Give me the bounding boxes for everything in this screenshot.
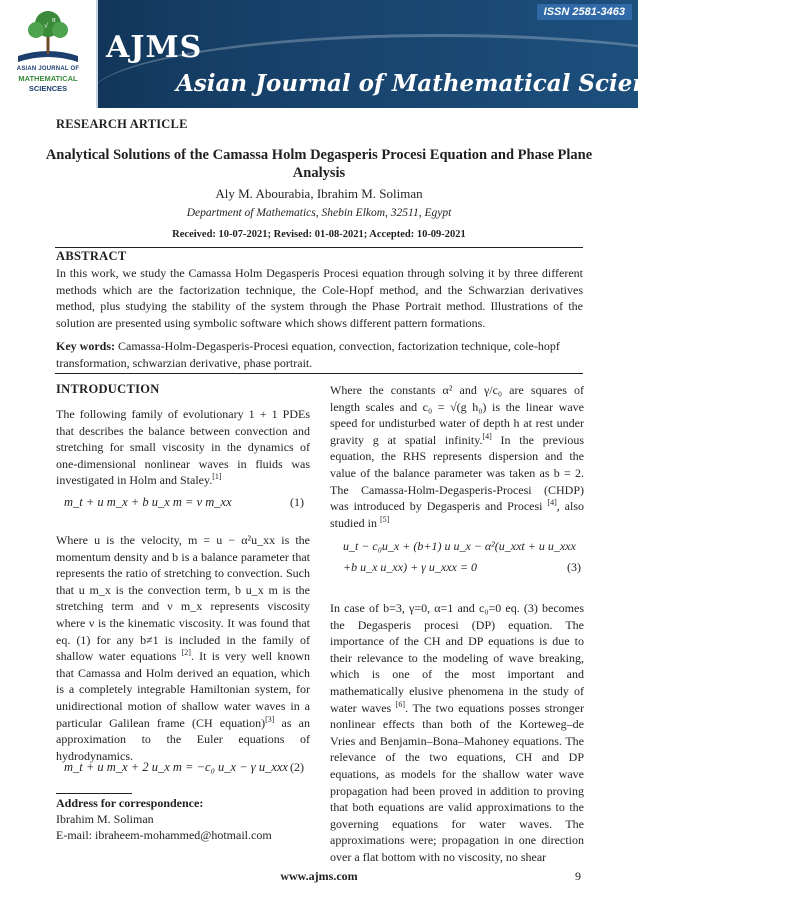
- right-paragraph-1: [330, 382, 585, 530]
- equation-1-number: (1): [290, 495, 304, 509]
- article-title: Analytical Solutions of the Camassa Holm Degasperis Procesi Equation and Phase Plane Analysis: [45, 147, 593, 181]
- keywords-text: Camassa-Holm-Degasperis-Procesi equation, convection, factorization technique, cole-hopf transformation, schwarzian derivative, phase portrait.: [56, 339, 560, 370]
- citation-1: [1]: [212, 472, 222, 482]
- equation-2-number: (2): [290, 760, 304, 774]
- correspondence-email: E-mail: ibraheem-mohammed@hotmail.com: [56, 828, 272, 842]
- abstract-text: In this work, we study the Camassa Holm Degasperis Procesi equation through solving it by three different methods which are the factorization technique, the Cole-Hopf method, and the Schwarzian derivatives method, plus studying the stability of the system through the Phase Portrait method. Illustrations of the solution are presented using symbolic software which shows different pattern formations.: [56, 266, 583, 330]
- abstract-heading: ABSTRACT: [56, 249, 127, 263]
- intro-p2a: Where u is the velocity, m = u − α²u_xx is the momentum density and b is a balance parameter that represents the ratio of stretching to convection. Such that u m_x is the convection term, b u_x m is the stretching term and ν m_x represents viscosity where ν is the kinematic viscosity. It was found that eq. (1) for any b≠1 is included in the family of shallow water equations: [56, 533, 310, 664]
- introduction-heading: INTRODUCTION: [56, 382, 160, 396]
- right-p1c: , also studied in: [330, 499, 584, 530]
- equation-3-line-2: +b u_x u_xx) + γ u_xxx = 0: [343, 560, 477, 574]
- correspondence-heading: Address for correspondence:: [56, 796, 204, 810]
- article-type: RESEARCH ARTICLE: [56, 117, 188, 131]
- equation-1: m_t + u m_x + b u_x m = ν m_xx: [64, 495, 232, 509]
- intro-paragraph-2: [56, 532, 311, 763]
- journal-name: Asian Journal of Mathematical Sciences: [176, 70, 691, 97]
- right-p1: Where the constants α² and γ/c₀ are squares of length scales and c₀ = √(g h₀) is the linear wave speed for undisturbed water of depth h at rest under gravity g at spatial infinity.: [330, 383, 584, 447]
- svg-text:√: √: [44, 22, 49, 30]
- right-p1b: In the previous equation, the RHS represents dispersion and the value of the balance parameter was taken as b = 2. The Camassa-Holm-Degasperis-Procesi (CHDP) was introduced by Degasperis and Procesi: [330, 432, 585, 514]
- equation-3-line-1: u_t − c₀u_x + (b+1) u u_x − α²(u_xxt + u u_xxx: [343, 539, 576, 553]
- footnote-rule: [56, 793, 132, 794]
- intro-paragraph-1: [56, 406, 310, 489]
- right-paragraph-2: [330, 600, 584, 864]
- right-p2b: . The two equations posses stronger nonlinear effects than both of the Korteweg–de Vries and Benjamin–Bona–Mahoney equations. The relevance of the two equations, CH and DP equations, as models for the shallow water wave propagation had been proved in addition to proving that both equations are valid approximations to the governing equations for water waves. The approximations were; propagation in one direction over a flat bottom with no viscosity, no shear: [330, 700, 584, 864]
- keywords: [56, 338, 583, 371]
- logo-text-line2: MATHEMATICAL: [18, 74, 78, 83]
- svg-text:π: π: [52, 17, 56, 24]
- logo-text-line3: SCIENCES: [28, 84, 68, 93]
- journal-banner: [0, 0, 691, 108]
- footer-url[interactable]: www.ajms.com: [280, 869, 358, 883]
- journal-logo: [0, 0, 98, 108]
- journal-abbreviation: AJMS: [106, 30, 203, 65]
- affiliation: Department of Mathematics, Shebin Elkom, 32511, Egypt: [186, 207, 452, 219]
- intro-p2b: . It is very well known that Camassa and Holm derived an equation, which is a completely integrable Hamiltonian system, for unidirectional motion of shallow water waves in a particular Galilean frame (CH equation): [56, 649, 311, 730]
- issn-badge: ISSN 2581-3463: [537, 4, 632, 20]
- page-number: 9: [575, 869, 581, 883]
- intro-p2c: as an approximation to the Euler equations of hydrodynamics.: [56, 715, 310, 763]
- citation-2: [2]: [181, 648, 191, 658]
- equation-3-number: (3): [567, 560, 581, 574]
- citation-6: [5]: [380, 514, 390, 524]
- intro-p1-text: The following family of evolutionary 1 + 1 PDEs that describes the balance between convection and stretching for small viscosity in the dynamics of one-dimensional nonlinear waves in fluids was investigated in Holm and Staley.: [56, 407, 310, 488]
- authors: Aly M. Abourabia, Ibrahim M. Soliman: [215, 186, 423, 201]
- citation-7: [6]: [395, 699, 406, 709]
- divider-top: [55, 247, 583, 248]
- citation-5: [4]: [547, 498, 557, 508]
- right-p2: In case of b=3, γ=0, α=1 and c₀=0 eq. (3) becomes the Degasperis procesi (DP) equation. The importance of the CH and DP equations is due to their relevance to the modeling of wave breaking, which is one of the most important and mathematically elusive phenomena in the study of water waves: [330, 601, 584, 715]
- correspondence-name: Ibrahim M. Soliman: [56, 812, 154, 826]
- submission-dates: Received: 10-07-2021; Revised: 01-08-2021; Accepted: 10-09-2021: [172, 229, 466, 240]
- citation-3: [3]: [265, 714, 275, 724]
- logo-text-line1: ASIAN JOURNAL OF: [16, 66, 80, 72]
- keywords-label: Key words:: [56, 339, 115, 353]
- citation-4: [4]: [482, 431, 492, 441]
- equation-2: m_t + u m_x + 2 u_x m = −c₀ u_x − γ u_xxx: [64, 760, 288, 774]
- tree-book-icon: [8, 6, 88, 66]
- divider-abstract: [55, 373, 583, 374]
